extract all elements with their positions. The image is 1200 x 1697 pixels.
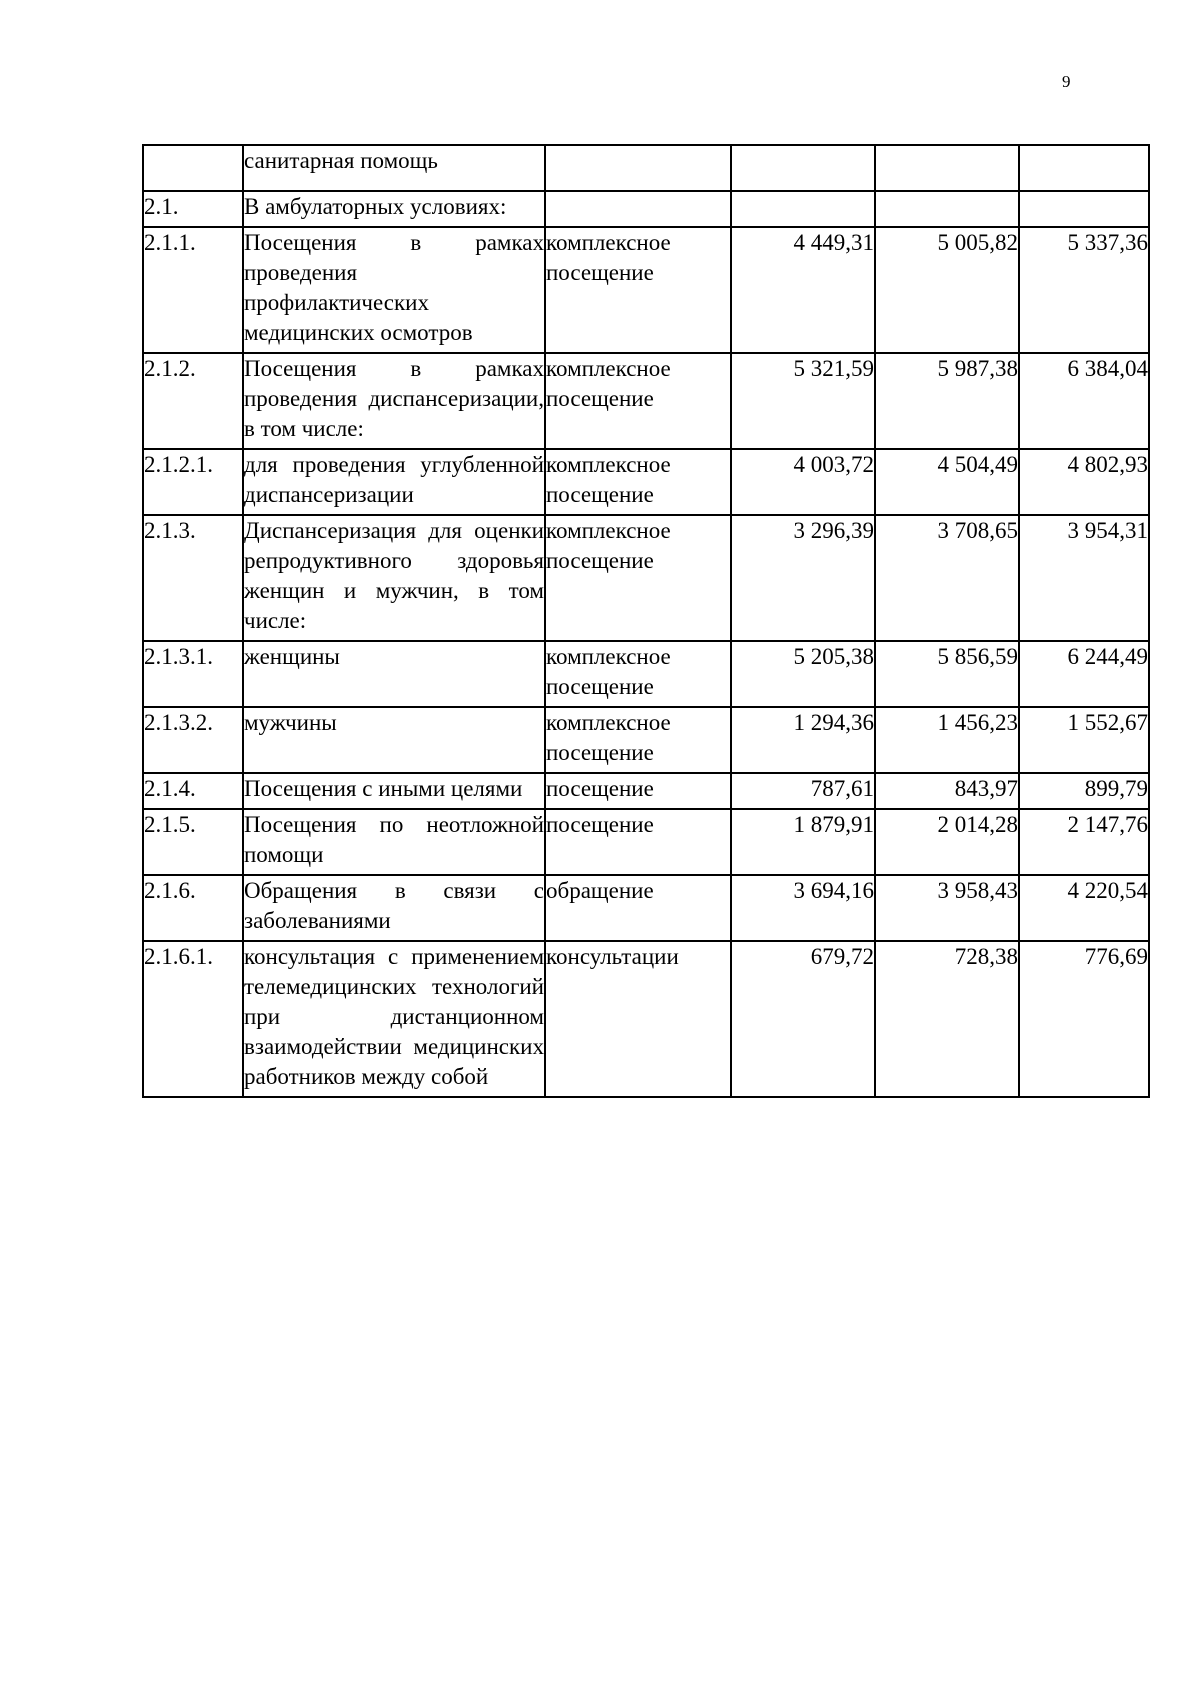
- row-value-2: 728,38: [875, 941, 1019, 1097]
- row-value-3: 2 147,76: [1019, 809, 1149, 875]
- row-value-1: [731, 145, 875, 191]
- row-name: санитарная помощь: [243, 145, 545, 191]
- table-row: [143, 773, 1149, 809]
- row-value-1: 4 449,31: [731, 227, 875, 353]
- row-unit: комплексное посещение: [545, 353, 731, 449]
- table-row: [143, 353, 1149, 449]
- row-number: 2.1.3.1.: [143, 641, 243, 707]
- row-value-2: 1 456,23: [875, 707, 1019, 773]
- row-unit: консультации: [545, 941, 731, 1097]
- row-value-2: 5 987,38: [875, 353, 1019, 449]
- table-row: [143, 809, 1149, 875]
- row-value-2: 5 856,59: [875, 641, 1019, 707]
- row-value-2: [875, 191, 1019, 227]
- row-value-1: [731, 191, 875, 227]
- row-value-2: [875, 145, 1019, 191]
- tariff-table: [142, 144, 1150, 1098]
- row-value-1: 1 294,36: [731, 707, 875, 773]
- page-number: 9: [1062, 72, 1071, 91]
- table-row: [143, 707, 1149, 773]
- row-number: 2.1.2.1.: [143, 449, 243, 515]
- row-value-3: 6 244,49: [1019, 641, 1149, 707]
- row-value-2: 4 504,49: [875, 449, 1019, 515]
- row-value-2: 2 014,28: [875, 809, 1019, 875]
- row-number: [143, 145, 243, 191]
- row-unit: комплексное посещение: [545, 641, 731, 707]
- row-value-1: 5 205,38: [731, 641, 875, 707]
- row-value-1: 5 321,59: [731, 353, 875, 449]
- table-row: [143, 191, 1149, 227]
- row-number: 2.1.2.: [143, 353, 243, 449]
- row-number: 2.1.3.: [143, 515, 243, 641]
- row-value-2: 5 005,82: [875, 227, 1019, 353]
- row-number: 2.1.5.: [143, 809, 243, 875]
- row-name: женщины: [243, 641, 545, 707]
- row-value-3: [1019, 191, 1149, 227]
- row-number: 2.1.6.1.: [143, 941, 243, 1097]
- row-number: 2.1.4.: [143, 773, 243, 809]
- row-unit: посещение: [545, 809, 731, 875]
- row-unit: комплексное посещение: [545, 707, 731, 773]
- row-value-3: 4 220,54: [1019, 875, 1149, 941]
- row-name: консультация с применением телемедицинских технологий при дистанционном взаимодействии медицинских работников между собой: [243, 941, 545, 1097]
- row-value-3: 4 802,93: [1019, 449, 1149, 515]
- row-value-1: 1 879,91: [731, 809, 875, 875]
- table-row: [143, 641, 1149, 707]
- row-name: Диспансеризация для оценки репродуктивного здоровья женщин и мужчин, в том числе:: [243, 515, 545, 641]
- table-row: [143, 449, 1149, 515]
- row-value-3: 1 552,67: [1019, 707, 1149, 773]
- row-unit: [545, 145, 731, 191]
- row-value-3: 5 337,36: [1019, 227, 1149, 353]
- row-number: 2.1.: [143, 191, 243, 227]
- row-value-1: 3 694,16: [731, 875, 875, 941]
- row-unit: комплексное посещение: [545, 515, 731, 641]
- row-number: 2.1.3.2.: [143, 707, 243, 773]
- row-unit: [545, 191, 731, 227]
- row-name: Обращения в связи с заболеваниями: [243, 875, 545, 941]
- table-row: [143, 941, 1149, 1097]
- row-name: В амбулаторных условиях:: [243, 191, 545, 227]
- row-name: Посещения в рамках проведения диспансеризации, в том числе:: [243, 353, 545, 449]
- row-value-3: 6 384,04: [1019, 353, 1149, 449]
- row-value-1: 3 296,39: [731, 515, 875, 641]
- row-value-3: 3 954,31: [1019, 515, 1149, 641]
- row-name: Посещения в рамках проведения профилактических медицинских осмотров: [243, 227, 545, 353]
- table-row: [143, 515, 1149, 641]
- row-value-3: [1019, 145, 1149, 191]
- row-unit: обращение: [545, 875, 731, 941]
- row-name: для проведения углубленной диспансеризации: [243, 449, 545, 515]
- row-name: мужчины: [243, 707, 545, 773]
- row-value-2: 3 958,43: [875, 875, 1019, 941]
- row-value-2: 843,97: [875, 773, 1019, 809]
- row-value-2: 3 708,65: [875, 515, 1019, 641]
- row-number: 2.1.1.: [143, 227, 243, 353]
- row-unit: комплексное посещение: [545, 227, 731, 353]
- row-value-1: 679,72: [731, 941, 875, 1097]
- table-row: [143, 875, 1149, 941]
- row-unit: посещение: [545, 773, 731, 809]
- row-value-3: 776,69: [1019, 941, 1149, 1097]
- row-name: Посещения с иными целями: [243, 773, 545, 809]
- table-row: [143, 145, 1149, 191]
- row-value-1: 4 003,72: [731, 449, 875, 515]
- row-name: Посещения по неотложной помощи: [243, 809, 545, 875]
- row-value-1: 787,61: [731, 773, 875, 809]
- table-row: [143, 227, 1149, 353]
- row-unit: комплексное посещение: [545, 449, 731, 515]
- row-number: 2.1.6.: [143, 875, 243, 941]
- row-value-3: 899,79: [1019, 773, 1149, 809]
